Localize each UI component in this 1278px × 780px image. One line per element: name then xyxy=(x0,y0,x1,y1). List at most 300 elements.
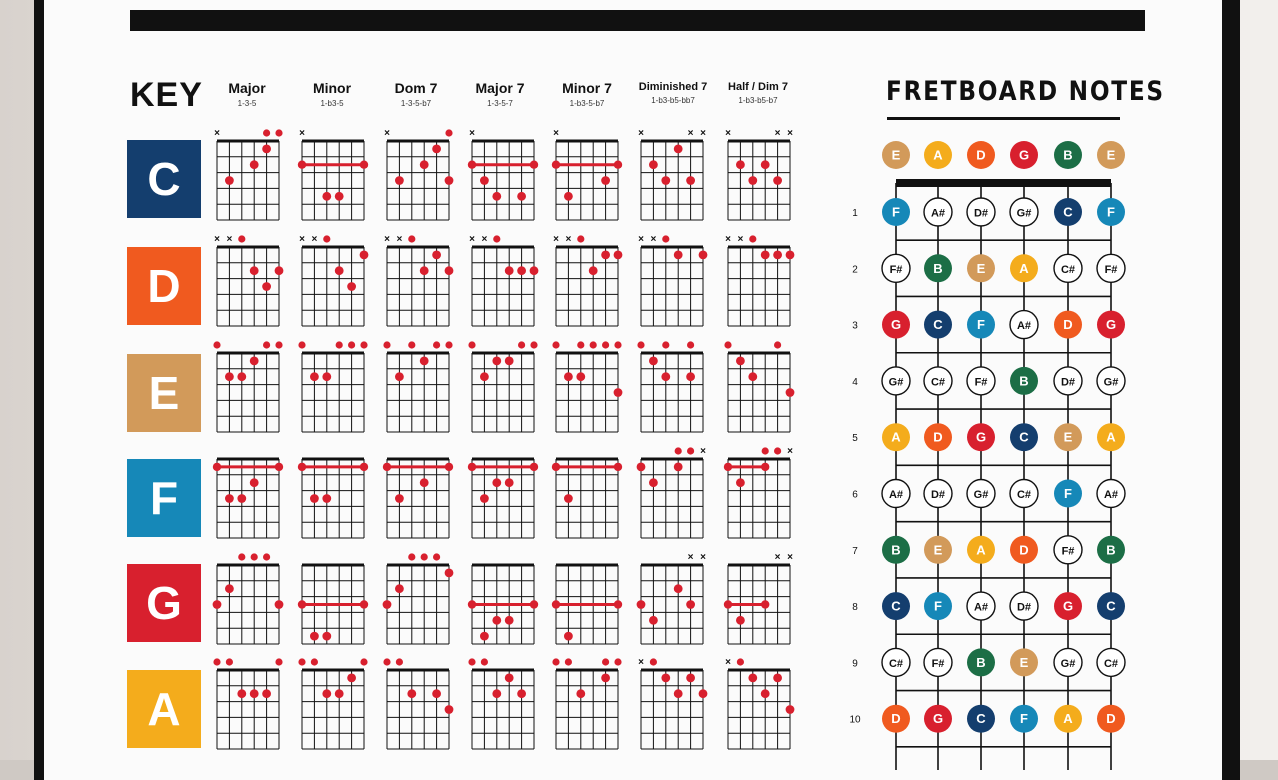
finger-dot xyxy=(225,584,234,593)
finger-dot xyxy=(661,674,670,683)
barre-end-dot xyxy=(614,463,622,471)
chord-diagram xyxy=(637,552,706,644)
finger-dot xyxy=(686,372,695,381)
finger-dot xyxy=(576,689,585,698)
note-label: D xyxy=(1063,317,1073,333)
note-label: E xyxy=(1019,654,1029,670)
finger-dot xyxy=(786,251,795,260)
open-string-marker xyxy=(468,341,475,348)
finger-dot xyxy=(786,388,795,397)
chord-diagram xyxy=(637,341,703,432)
finger-dot xyxy=(237,494,246,503)
finger-dot xyxy=(674,463,683,472)
note-label: E xyxy=(933,542,943,558)
finger-dot xyxy=(576,372,585,381)
open-string-marker xyxy=(311,658,318,665)
open-string-marker xyxy=(383,658,390,665)
finger-dot xyxy=(445,569,454,578)
finger-dot xyxy=(505,616,514,625)
open-string-marker xyxy=(577,341,584,348)
muted-string-marker: × xyxy=(311,234,318,245)
note-label: E xyxy=(1063,429,1073,445)
open-string-marker xyxy=(275,341,282,348)
fret-note xyxy=(1097,480,1125,508)
chord-diagram xyxy=(299,234,368,326)
note-label: C xyxy=(976,711,986,727)
note-label: C# xyxy=(930,376,946,389)
column-formula: 1-b3-5 xyxy=(320,99,344,108)
key-tile-f: F xyxy=(127,459,201,537)
finger-dot xyxy=(773,251,782,260)
finger-dot xyxy=(674,584,683,593)
muted-string-marker: × xyxy=(299,128,305,139)
finger-dot xyxy=(492,616,501,625)
column-name: Half / Dim 7 xyxy=(728,81,788,93)
muted-string-marker: × xyxy=(553,128,559,139)
finger-dot xyxy=(517,689,526,698)
fret-note xyxy=(967,367,995,395)
finger-dot xyxy=(420,266,429,275)
fret-note xyxy=(967,648,995,676)
open-string-marker xyxy=(275,129,282,136)
column-formula: 1-3-5-7 xyxy=(487,99,513,108)
finger-dot xyxy=(225,372,234,381)
fret-note xyxy=(1010,648,1038,676)
finger-dot xyxy=(262,689,271,698)
finger-dot xyxy=(492,478,501,487)
open-note xyxy=(1010,141,1038,169)
fret-note xyxy=(1010,536,1038,564)
finger-dot xyxy=(505,266,514,275)
open-string-marker xyxy=(493,235,500,242)
open-string-marker xyxy=(263,129,270,136)
fret-note xyxy=(1054,367,1082,395)
note-label: C xyxy=(1106,598,1116,614)
fret-note xyxy=(1054,705,1082,733)
note-label: D# xyxy=(930,489,946,501)
finger-dot xyxy=(237,689,246,698)
barre-end-dot xyxy=(360,463,368,471)
finger-dot xyxy=(262,282,271,291)
finger-dot xyxy=(420,160,429,169)
fret-note xyxy=(1054,254,1082,282)
fretboard-title: FRETBOARD NOTES xyxy=(886,76,1165,107)
fret-note xyxy=(1010,423,1038,451)
finger-dot xyxy=(407,689,416,698)
chord-diagram xyxy=(552,128,622,220)
finger-dot xyxy=(674,251,683,260)
finger-dot xyxy=(637,463,646,472)
chord-diagram xyxy=(213,553,284,644)
finger-dot xyxy=(322,494,331,503)
finger-dot xyxy=(686,600,695,609)
muted-string-marker: × xyxy=(565,234,572,245)
chord-diagram xyxy=(213,341,282,432)
column-name: Minor 7 xyxy=(562,80,612,96)
fret-note xyxy=(967,592,995,620)
note-label: G# xyxy=(1103,376,1119,389)
finger-dot xyxy=(480,372,489,381)
note-label: F# xyxy=(1104,263,1118,276)
fret-note xyxy=(882,198,910,226)
chord-diagram xyxy=(214,128,283,220)
note-label: A xyxy=(891,429,901,445)
open-string-marker xyxy=(577,235,584,242)
fret-note xyxy=(967,536,995,564)
finger-dot xyxy=(480,176,489,185)
finger-dot xyxy=(761,251,770,260)
open-string-marker xyxy=(518,341,525,348)
column-name: Diminished 7 xyxy=(638,81,708,93)
finger-dot xyxy=(347,282,356,291)
barre-end-dot xyxy=(360,161,368,169)
chord-diagram xyxy=(384,128,453,220)
chord-diagram xyxy=(469,234,538,326)
chord-diagram xyxy=(383,459,453,538)
chord-diagram xyxy=(552,459,622,538)
open-string-marker xyxy=(468,658,475,665)
barre-end-dot xyxy=(530,161,538,169)
fret-note xyxy=(1010,198,1038,226)
chord-diagram xyxy=(468,459,538,538)
note-label: A# xyxy=(1103,489,1119,501)
finger-dot xyxy=(674,689,683,698)
muted-string-marker: × xyxy=(687,552,694,563)
barre-end-dot xyxy=(530,600,538,608)
note-label: G xyxy=(932,711,944,727)
muted-string-marker: × xyxy=(469,128,475,139)
note-label: F# xyxy=(889,263,903,276)
finger-dot xyxy=(310,494,319,503)
open-string-marker xyxy=(421,553,428,560)
note-label: A xyxy=(933,147,943,163)
column-formula: 1-3-5 xyxy=(237,99,257,108)
key-tile-a: A xyxy=(127,670,201,748)
finger-dot xyxy=(395,494,404,503)
finger-dot xyxy=(250,160,259,169)
finger-dot xyxy=(335,266,344,275)
finger-dot xyxy=(275,266,284,275)
chord-diagram xyxy=(383,341,452,432)
finger-dot xyxy=(310,632,319,641)
chord-diagram xyxy=(552,341,622,432)
note-label: D xyxy=(891,711,901,727)
barre-end-dot xyxy=(530,463,538,471)
chord-diagram xyxy=(468,565,538,644)
note-label: G# xyxy=(1016,207,1032,220)
chord-diagram xyxy=(725,128,793,220)
finger-dot xyxy=(420,478,429,487)
key-tile-e: E xyxy=(127,354,201,432)
finger-dot xyxy=(661,176,670,185)
barre-end-dot xyxy=(552,463,560,471)
finger-dot xyxy=(601,251,610,260)
finger-dot xyxy=(492,357,501,366)
open-string-marker xyxy=(360,658,367,665)
chord-diagram xyxy=(213,658,282,749)
chord-diagram xyxy=(468,128,538,220)
note-label: F# xyxy=(931,657,945,670)
fret-note xyxy=(924,198,952,226)
barre-end-dot xyxy=(360,600,368,608)
chord-diagram xyxy=(213,459,283,538)
open-string-marker xyxy=(614,658,621,665)
finger-dot xyxy=(761,160,770,169)
open-string-marker xyxy=(348,341,355,348)
fret-note xyxy=(924,480,952,508)
barre-end-dot xyxy=(552,600,560,608)
note-label: F xyxy=(1064,486,1072,501)
fret-note xyxy=(924,705,952,733)
open-string-marker xyxy=(637,341,644,348)
fret-note xyxy=(924,592,952,620)
finger-dot xyxy=(395,372,404,381)
finger-dot xyxy=(250,478,259,487)
chord-diagram xyxy=(298,128,368,220)
fret-note xyxy=(1097,198,1125,226)
finger-dot xyxy=(564,192,573,201)
fretboard-nut xyxy=(896,179,1111,187)
barre-end-dot xyxy=(614,161,622,169)
note-label: F xyxy=(1020,711,1028,727)
note-label: A xyxy=(1063,711,1073,727)
finger-dot xyxy=(517,266,526,275)
finger-dot xyxy=(432,251,441,260)
note-label: A xyxy=(1019,260,1029,276)
note-label: A xyxy=(976,542,986,558)
chord-diagram xyxy=(725,657,794,749)
open-string-marker xyxy=(213,658,220,665)
open-string-marker xyxy=(298,658,305,665)
finger-dot xyxy=(686,674,695,683)
note-label: B xyxy=(933,260,943,276)
column-name: Major 7 xyxy=(475,80,525,96)
muted-string-marker: × xyxy=(553,234,559,245)
note-label: A# xyxy=(973,601,989,614)
note-label: D xyxy=(1019,542,1029,558)
note-label: F xyxy=(977,317,985,333)
note-label: F xyxy=(934,598,942,614)
chord-diagram xyxy=(724,341,794,432)
muted-string-marker: × xyxy=(700,128,706,139)
barre-end-dot xyxy=(213,463,221,471)
finger-dot xyxy=(564,372,573,381)
column-formula: 1-b3-b5-bb7 xyxy=(651,96,695,105)
fretboard-notes-diagram xyxy=(840,130,1140,770)
muted-string-marker: × xyxy=(787,128,793,139)
open-string-marker xyxy=(433,553,440,560)
fret-number: 9 xyxy=(852,658,858,670)
finger-dot xyxy=(322,689,331,698)
finger-dot xyxy=(432,145,441,154)
fret-note xyxy=(882,367,910,395)
chord-diagram xyxy=(637,446,706,538)
open-string-marker xyxy=(774,447,781,454)
finger-dot xyxy=(322,632,331,641)
chord-diagram xyxy=(214,234,283,326)
fret-number: 8 xyxy=(852,602,858,614)
finger-dot xyxy=(505,478,514,487)
finger-dot xyxy=(335,689,344,698)
open-string-marker xyxy=(445,341,452,348)
barre-end-dot xyxy=(724,463,732,471)
fret-note xyxy=(967,254,995,282)
note-label: C# xyxy=(888,657,904,670)
finger-dot xyxy=(480,632,489,641)
open-string-marker xyxy=(433,341,440,348)
finger-dot xyxy=(250,689,259,698)
chord-diagram xyxy=(468,658,534,749)
fret-note xyxy=(967,705,995,733)
muted-string-marker: × xyxy=(214,234,220,245)
finger-dot xyxy=(213,600,222,609)
note-label: G xyxy=(1105,317,1117,333)
open-string-marker xyxy=(762,447,769,454)
note-label: E xyxy=(1106,147,1116,163)
note-label: G# xyxy=(888,376,904,389)
chord-diagram xyxy=(725,234,794,326)
finger-dot xyxy=(736,616,745,625)
open-string-marker xyxy=(226,658,233,665)
open-string-marker xyxy=(552,658,559,665)
barre-end-dot xyxy=(724,600,732,608)
open-string-marker xyxy=(687,447,694,454)
finger-dot xyxy=(360,251,369,260)
note-label: B xyxy=(976,654,986,670)
open-string-marker xyxy=(737,658,744,665)
finger-dot xyxy=(395,584,404,593)
fret-number: 4 xyxy=(852,376,858,388)
open-string-marker xyxy=(408,235,415,242)
barre-end-dot xyxy=(298,600,306,608)
finger-dot xyxy=(505,674,514,683)
muted-string-marker: × xyxy=(638,234,644,245)
finger-dot xyxy=(225,494,234,503)
open-string-marker xyxy=(590,341,597,348)
barre-end-dot xyxy=(298,161,306,169)
chord-diagram xyxy=(552,565,622,644)
note-label: F# xyxy=(1061,545,1075,558)
muted-string-marker: × xyxy=(384,234,390,245)
finger-dot xyxy=(383,600,392,609)
fret-note xyxy=(1010,367,1038,395)
muted-string-marker: × xyxy=(725,657,731,668)
note-label: C xyxy=(1019,429,1029,445)
fret-number: 1 xyxy=(852,208,858,219)
open-string-marker xyxy=(298,341,305,348)
note-label: G# xyxy=(973,489,989,501)
finger-dot xyxy=(505,357,514,366)
finger-dot xyxy=(225,176,234,185)
note-label: F xyxy=(892,204,900,220)
fret-note xyxy=(1010,480,1038,508)
note-label: A# xyxy=(888,489,904,501)
note-label: G xyxy=(975,429,987,445)
finger-dot xyxy=(589,266,598,275)
fret-note xyxy=(967,311,995,339)
open-string-marker xyxy=(602,341,609,348)
open-string-marker xyxy=(445,129,452,136)
open-string-marker xyxy=(602,658,609,665)
open-string-marker xyxy=(774,341,781,348)
finger-dot xyxy=(736,160,745,169)
fret-note xyxy=(882,254,910,282)
finger-dot xyxy=(445,266,454,275)
open-string-marker xyxy=(662,235,669,242)
finger-dot xyxy=(773,674,782,683)
chord-diagram xyxy=(724,446,793,538)
note-label: B xyxy=(1063,147,1073,163)
fret-note xyxy=(1054,198,1082,226)
finger-dot xyxy=(250,266,259,275)
finger-dot xyxy=(432,689,441,698)
fret-note xyxy=(1054,423,1082,451)
column-name: Dom 7 xyxy=(394,80,438,96)
finger-dot xyxy=(322,372,331,381)
finger-dot xyxy=(748,674,757,683)
note-label: C# xyxy=(1103,657,1119,670)
fret-note xyxy=(1097,705,1125,733)
open-note xyxy=(1097,141,1125,169)
finger-dot xyxy=(517,192,526,201)
finger-dot xyxy=(262,145,271,154)
chord-diagram xyxy=(638,128,706,220)
finger-dot xyxy=(310,372,319,381)
column-formula: 1-b3-5-b7 xyxy=(569,99,605,108)
chord-diagram xyxy=(298,658,367,749)
chord-diagram xyxy=(724,552,793,644)
note-label: A# xyxy=(1016,320,1032,333)
open-note xyxy=(1054,141,1082,169)
muted-string-marker: × xyxy=(469,234,475,245)
fret-note xyxy=(1010,311,1038,339)
key-tile-g: G xyxy=(127,564,201,642)
finger-dot xyxy=(601,674,610,683)
fretboard-title-underline xyxy=(887,117,1120,120)
note-label: G xyxy=(1062,598,1074,614)
muted-string-marker: × xyxy=(787,446,793,457)
finger-dot xyxy=(250,357,259,366)
note-label: B xyxy=(1019,373,1029,389)
barre-end-dot xyxy=(468,463,476,471)
finger-dot xyxy=(322,192,331,201)
chord-diagram xyxy=(298,565,368,644)
note-label: G xyxy=(890,317,902,333)
fret-note xyxy=(1097,423,1125,451)
finger-dot xyxy=(614,388,623,397)
open-string-marker xyxy=(238,235,245,242)
note-label: D# xyxy=(1016,601,1032,614)
fret-note xyxy=(882,705,910,733)
muted-string-marker: × xyxy=(737,234,744,245)
open-string-marker xyxy=(614,341,621,348)
column-formula: 1-b3-b5-b7 xyxy=(738,96,778,105)
open-string-marker xyxy=(383,341,390,348)
muted-string-marker: × xyxy=(700,446,706,457)
fret-note xyxy=(1010,705,1038,733)
finger-dot xyxy=(674,145,683,154)
fret-number: 2 xyxy=(852,264,858,276)
open-string-marker xyxy=(213,341,220,348)
chord-diagram xyxy=(384,234,453,326)
finger-dot xyxy=(773,176,782,185)
fret-note xyxy=(924,536,952,564)
finger-dot xyxy=(395,176,404,185)
open-string-marker xyxy=(565,658,572,665)
finger-dot xyxy=(480,494,489,503)
open-string-marker xyxy=(530,341,537,348)
fret-note xyxy=(1097,536,1125,564)
